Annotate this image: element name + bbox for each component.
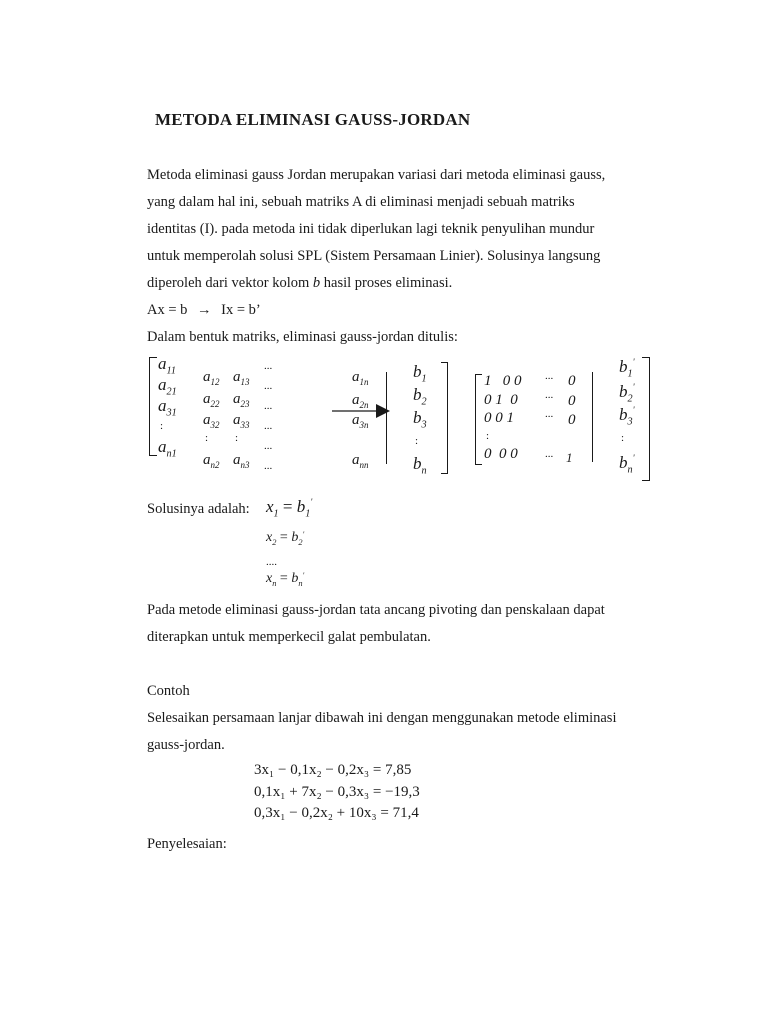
augment-separator-left [386,372,387,464]
equation-2-lhs: 0,1x₁ + 7x₂ − 0,3x₃ [254,784,370,800]
solution-heading: Penyelesaian: [147,836,227,852]
solution-x2: $x_2 = b_2'$ [266,530,305,547]
identity-row-3-ellipsis: ... [545,408,554,420]
relation-arrow: → [197,302,212,318]
equation-2: 0,1x₁ + 7x₂ − 0,3x₃ = −19,3 [254,784,420,800]
entry-a13: $a_{13}$ [233,369,250,387]
entry-a2n: $a_{2n}$ [352,392,369,410]
entry-a23: $a_{23}$ [233,391,250,409]
intro-line-1: Metoda eliminasi gauss Jordan merupakan variasi dari metoda eliminasi gauss, [147,167,606,183]
identity-row-2-ellipsis: ... [545,389,554,401]
ellipsis-4: ... [264,420,273,432]
identity-col-dots: : [486,430,490,442]
left-matrix-open-bracket [149,357,157,456]
equation-3: 0,3x₁ − 0,2x₂ + 10x₃ = 71,4 [254,805,419,821]
ellipsis-6: ... [264,460,273,472]
entry-b3: $b_3$ [413,408,427,431]
pivot-note-line-1: Pada metode eliminasi gauss-jordan tata ancang pivoting dan penskalaan dapat [147,602,605,618]
entry-an1: $a_{n1}$ [158,437,177,460]
b-col-dots: : [415,435,419,447]
col1-dots: : [160,420,164,432]
identity-row-3: 0 0 1 [484,410,514,426]
entry-a33: $a_{33}$ [233,412,250,430]
identity-row-1-ellipsis: ... [545,370,554,382]
entry-a12: $a_{12}$ [203,369,220,387]
entry-a31: $a_{31}$ [158,396,177,419]
entry-bn-prime: $b_n'$ [619,453,635,476]
equation-3-rhs: 71,4 [392,805,419,821]
ellipsis-5: ... [264,440,273,452]
intro-line-4: untuk memperolah solusi SPL (Sistem Persamaan Linier). Solusinya langsung [147,248,601,264]
ellipsis-1: ... [264,360,273,372]
col3-dots: : [235,432,239,444]
transform-arrow-icon [330,403,392,419]
intro-line-3: identitas (I). pada metoda ini tidak diperlukan lagi teknik penyulihan mundur [147,221,595,237]
entry-b1-prime: $b_1'$ [619,357,635,380]
left-matrix-close-bracket [441,362,448,474]
equation-2-rhs: −19,3 [385,784,420,800]
relation-right: Ix = b’ [221,302,261,318]
solution-xn: $x_n = b_n'$ [266,571,305,588]
matrix-intro: Dalam bentuk matriks, eliminasi gauss-jordan ditulis: [147,329,458,345]
entry-ann: $a_{nn}$ [352,452,369,470]
equation-3-lhs: 0,3x₁ − 0,2x₂ + 10x₃ [254,805,377,821]
solution-x1: $x_1 = b_1'$ [266,497,313,520]
example-heading: Contoh [147,683,190,699]
identity-row-1: 1 0 0 [484,373,522,389]
entry-a3n: $a_{3n}$ [352,412,369,430]
entry-b3-prime: $b_3'$ [619,405,635,428]
identity-row-2: 0 1 0 [484,392,518,408]
intro-line-2: yang dalam hal ini, sebuah matriks A di eliminasi menjadi sebuah matriks [147,194,575,210]
identity-row-2-last: 0 [568,393,576,409]
b-prime-col-dots: : [621,432,625,444]
page-title: METODA ELIMINASI GAUSS-JORDAN [155,110,471,129]
entry-b2-prime: $b_2'$ [619,382,635,405]
entry-b2: $b_2$ [413,385,427,408]
right-matrix-close-bracket [642,357,650,481]
equation-1-rhs: 7,85 [385,762,412,778]
relation-line [147,302,261,319]
entry-bn: $b_n$ [413,454,427,477]
entry-b1: $b_1$ [413,362,427,385]
vector-b: b [312,275,321,291]
entry-an3: $a_{n3}$ [233,452,250,470]
identity-row-3-last: 0 [568,412,576,428]
relation-left: Ax = b [147,302,188,318]
solution-dots: .... [266,556,277,568]
pivot-note-line-2: diterapkan untuk memperkecil galat pembulatan. [147,629,431,645]
intro-line-5-post: hasil proses eliminasi. [320,275,453,291]
entry-a1n: $a_{1n}$ [352,369,369,387]
equation-1-lhs: 3x₁ − 0,1x₂ − 0,2x₃ [254,762,370,778]
identity-row-n-last: 1 [566,450,573,465]
ellipsis-3: ... [264,400,273,412]
entry-a11: $a_{11}$ [158,354,176,377]
ellipsis-2: ... [264,380,273,392]
entry-a32: $a_{32}$ [203,412,220,430]
equation-1: 3x₁ − 0,1x₂ − 0,2x₃ = 7,85 [254,762,412,778]
intro-line-5 [147,275,452,292]
example-line-1: Selesaikan persamaan lanjar dibawah ini dengan menggunakan metode eliminasi [147,710,617,726]
identity-row-n-ellipsis: ... [545,448,554,460]
solution-label: Solusinya adalah: [147,501,250,517]
right-matrix-open-bracket [475,374,482,465]
entry-a21: $a_{21}$ [158,375,177,398]
identity-row-n: 0 0 0 [484,446,518,462]
augment-separator-right [592,372,593,462]
identity-row-1-last: 0 [568,373,576,389]
entry-an2: $a_{n2}$ [203,452,220,470]
example-line-2: gauss-jordan. [147,737,225,753]
col2-dots: : [205,432,209,444]
intro-line-5-pre: diperoleh dari vektor kolom [147,275,313,291]
entry-a22: $a_{22}$ [203,391,220,409]
